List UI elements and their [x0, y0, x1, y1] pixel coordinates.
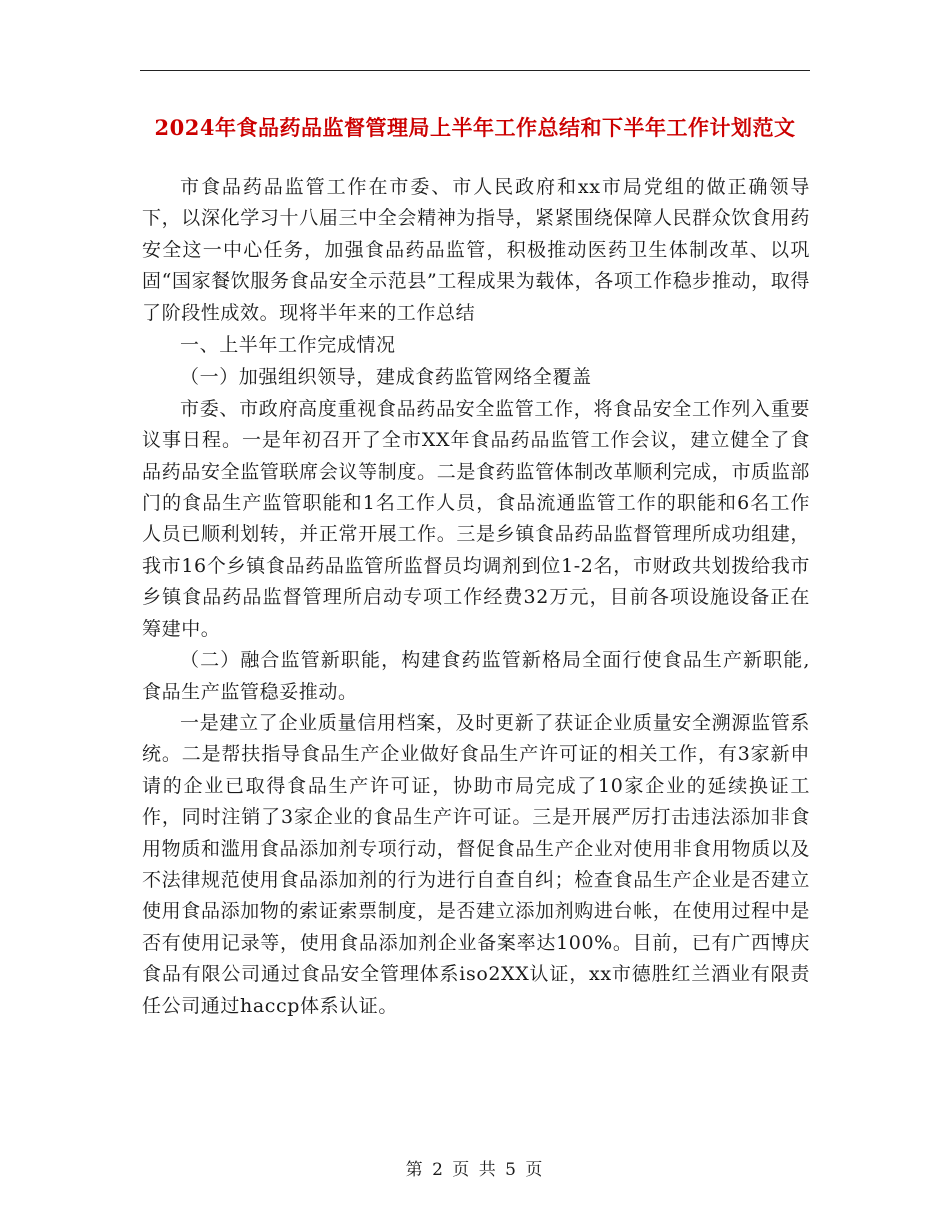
page-footer: 第 2 页 共 5 页 [405, 1160, 545, 1180]
subsection-heading-1: （一）加强组织领导，建成食药监管网络全覆盖 [180, 366, 592, 389]
document-title: 2024年食品药品监督管理局上半年工作总结和下半年工作计划范文 [154, 115, 796, 140]
body-paragraph: 市委、市政府高度重视食品药品安全监管工作，将食品安全工作列入重要议事日程。一是年初召开了全市XX年食品药品监管工作会议，建立健全了食品药品安全监管联席会议等制度。二是食药监管体制改革顺利完成，市质监部门的食品生产监管职能和1名工作人员，食品流通监管工作的职能和6名工作人员已顺利划转，并正常开展工作。三是乡镇食品药品监督管理所成功组建，我市16个乡镇食品药品监管所监督员均调剂到位1-2名，市财政共划拨给我市乡镇食品药品监督管理所启动专项工作经费32万元，目前各项设施设备正在筹建中。 [142, 397, 810, 640]
subsection-heading-2: （二）融合监管新职能，构建食药监管新格局全面行使食品生产新职能,食品生产监管稳妥推动。 [142, 649, 810, 703]
document-body [142, 172, 810, 1022]
body-paragraph: 一是建立了企业质量信用档案，及时更新了获证企业质量安全溯源监管系统。二是帮扶指导食品生产企业做好食品生产许可证的相关工作，有3家新申请的企业已取得食品生产许可证，协助市局完成了10家企业的延续换证工作，同时注销了3家企业的食品生产许可证。三是开展严厉打击违法添加非食用物质和滥用食品添加剂专项行动，督促食品生产企业对使用非食用物质以及不法律规范使用食品添加剂的行为进行自查自纠；检查食品生产企业是否建立使用食品添加物的索证索票制度，是否建立添加剂购进台帐，在使用过程中是否有使用记录等，使用食品添加剂企业备案率达100%。目前，已有广西博庆食品有限公司通过食品安全管理体系iso2XX认证，xx市德胜红兰酒业有限责任公司通过haccp体系认证。 [142, 711, 810, 1017]
header-rule [140, 70, 810, 71]
intro-paragraph: 市食品药品监管工作在市委、市人民政府和xx市局党组的做正确领导下，以深化学习十八届三中全会精神为指导，紧紧围绕保障人民群众饮食用药安全这一中心任务，加强食品药品监管，积极推动医药卫生体制改革、以巩固“国家餐饮服务食品安全示范县”工程成果为载体，各项工作稳步推动，取得了阶段性成效。现将半年来的工作总结 [142, 176, 810, 324]
section-heading: 一、上半年工作完成情况 [180, 334, 396, 357]
